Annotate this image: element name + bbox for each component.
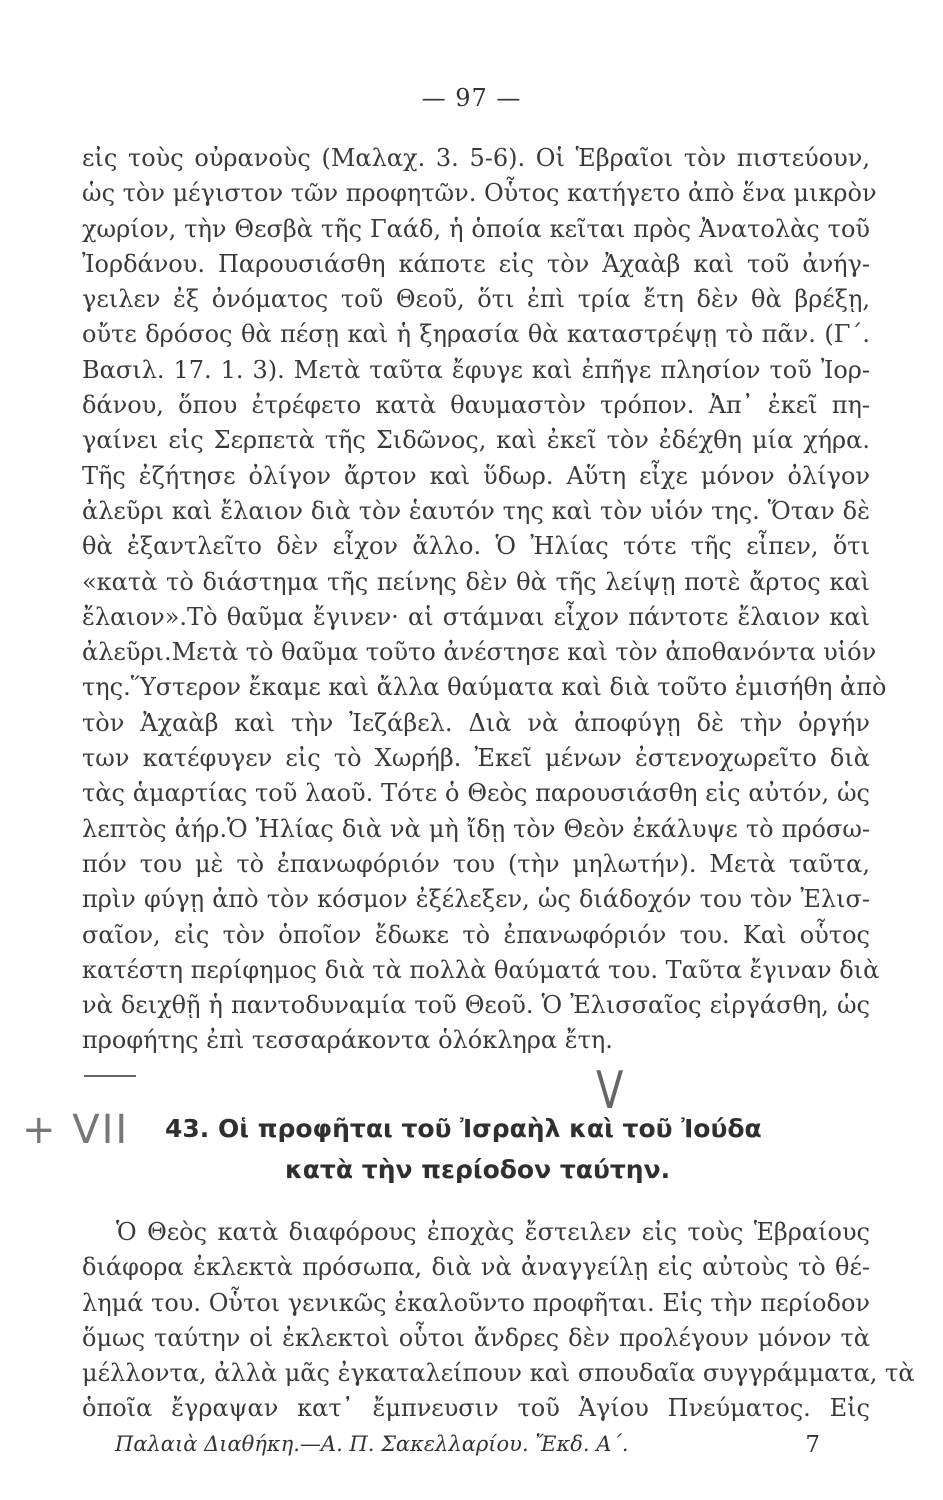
page-footer bbox=[115, 1432, 820, 1456]
text-line: ὅμως ταύτην οἱ ἐκλεκτοὶ οὗτοι ἄνδρες δὲν προλέγουν μόνον τὰ bbox=[82, 1323, 870, 1352]
text-line: των κατέφυγεν εἰς τὸ Χωρήβ. Ἐκεῖ μένων ἐστενοχωρεῖτο διὰ bbox=[82, 744, 870, 773]
section-heading bbox=[165, 1108, 865, 1190]
text-line: ἔλαιον».Τὸ θαῦμα ἔγινεν· αἱ στάμναι εἶχον πάντοτε ἔλαιον καὶ bbox=[82, 602, 870, 631]
text-line: θὰ ἐξαντλεῖτο δὲν εἶχον ἄλλο. Ὁ Ἠλίας τότε τῆς εἶπεν, ὅτι bbox=[82, 532, 870, 561]
section-heading-line: κατὰ τὴν περίοδον ταύτην. bbox=[285, 1155, 671, 1184]
section-body-text bbox=[82, 1215, 915, 1427]
text-line: οὔτε δρόσος θὰ πέσῃ καὶ ἡ ξηρασία θὰ καταστρέψῃ τὸ πᾶν. (Γ΄. bbox=[82, 320, 870, 349]
text-line: λημά του. Οὗτοι γενικῶς ἐκαλοῦντο προφῆται. Εἰς τὴν περίοδον bbox=[82, 1288, 870, 1317]
signature-mark: 7 bbox=[805, 1432, 820, 1458]
short-rule-divider bbox=[84, 1075, 136, 1077]
text-line: προφήτης ἐπὶ τεσσαράκοντα ὁλόκληρα ἔτη. bbox=[82, 1026, 613, 1055]
text-line: λεπτὸς ἀήρ.Ὁ Ἠλίας διὰ νὰ μὴ ἴδῃ τὸν Θεὸν ἐκάλυψε τὸ πρόσω- bbox=[82, 814, 870, 843]
text-line: μέλλοντα, ἀλλὰ μᾶς ἐγκαταλείπουν καὶ σπουδαῖα συγγράμματα, τὰ bbox=[82, 1359, 915, 1388]
text-line: διάφορα ἐκλεκτὰ πρόσωπα, διὰ νὰ ἀναγγείλῃ εἰς αὐτοὺς τὸ θέ- bbox=[82, 1253, 870, 1282]
text-line: σαῖον, εἰς τὸν ὁποῖον ἔδωκε τὸ ἐπανωφόριόν του. Καὶ οὗτος bbox=[82, 920, 870, 949]
text-line: πρὶν φύγῃ ἀπὸ τὸν κόσμον ἐξέλεξεν, ὡς διάδοχόν του τὸν Ἐλισ- bbox=[82, 885, 870, 914]
text-line: Ὁ Θεὸς κατὰ διαφόρους ἐποχὰς ἔστειλεν εἰς τοὺς Ἑβραίους bbox=[116, 1218, 870, 1246]
text-line: δάνου, ὅπου ἐτρέφετο κατὰ θαυμαστὸν τρόπον. Ἀπ᾽ ἐκεῖ πη- bbox=[82, 391, 870, 420]
text-line: Βασιλ. 17. 1. 3). Μετὰ ταῦτα ἔφυγε καὶ ἐπῆγε πλησίον τοῦ Ἰορ- bbox=[82, 355, 870, 384]
section-heading-line: 43. Οἱ προφῆται τοῦ Ἰσραὴλ καὶ τοῦ Ἰούδα bbox=[165, 1114, 762, 1143]
text-line: ἀλεῦρι.Μετὰ τὸ θαῦμα τοῦτο ἀνέστησε καὶ τὸν ἀποθανόντα υἱόν bbox=[82, 638, 877, 667]
handwritten-margin-note: + VII bbox=[22, 1107, 130, 1153]
body-text bbox=[82, 141, 887, 1059]
text-line: νὰ δειχθῇ ἡ παντοδυναμία τοῦ Θεοῦ. Ὁ Ἐλισσαῖος εἰργάσθη, ὡς bbox=[82, 991, 870, 1020]
text-line: ὁποῖα ἔγραψαν κατ᾽ ἔμπνευσιν τοῦ Ἁγίου Πνεύματος. Εἰς bbox=[82, 1394, 870, 1423]
footer-citation: Παλαιὰ Διαθήκη.—Α. Π. Σακελλαρίου. Ἔκδ. Α΄. bbox=[115, 1432, 629, 1456]
text-line: Τῆς ἐζήτησε ὀλίγον ἄρτον καὶ ὕδωρ. Αὕτη εἶχε μόνον ὀλίγον bbox=[82, 461, 870, 490]
text-line: τὰς ἁμαρτίας τοῦ λαοῦ. Τότε ὁ Θεὸς παρουσιάσθη εἰς αὐτόν, ὡς bbox=[82, 779, 870, 808]
text-line: της.Ὕστερον ἔκαμε καὶ ἄλλα θαύματα καὶ διὰ τοῦτο ἐμισήθη ἀπὸ bbox=[82, 673, 887, 702]
text-line: ὡς τὸν μέγιστον τῶν προφητῶν. Οὗτος κατήγετο ἀπὸ ἕνα μικρὸν bbox=[82, 179, 877, 208]
text-line: Ἰορδάνου. Παρουσιάσθη κάποτε εἰς τὸν Ἀχαὰβ καὶ τοῦ ἀνήγ- bbox=[82, 249, 870, 278]
text-line: χωρίον, τὴν Θεσβὰ τῆς Γαάδ, ἡ ὁποία κεῖται πρὸς Ἀνατολὰς τοῦ bbox=[82, 214, 870, 243]
handwritten-margin-mark: V bbox=[596, 1061, 624, 1121]
page-number: — 97 — bbox=[421, 84, 522, 112]
text-line: κατέστη περίφημος διὰ τὰ πολλὰ θαύματά του. Ταῦτα ἔγιναν διὰ bbox=[82, 955, 880, 984]
text-line: γειλεν ἐξ ὀνόματος τοῦ Θεοῦ, ὅτι ἐπὶ τρία ἔτη δὲν θὰ βρέξῃ, bbox=[82, 285, 870, 314]
text-line: γαίνει εἰς Σερπετὰ τῆς Σιδῶνος, καὶ ἐκεῖ τὸν ἐδέχθη μία χήρα. bbox=[82, 426, 870, 455]
text-line: ἀλεῦρι καὶ ἔλαιον διὰ τὸν ἑαυτόν της καὶ τὸν υἱόν της. Ὅταν δὲ bbox=[82, 496, 870, 525]
text-line: πόν του μὲ τὸ ἐπανωφόριόν του (τὴν μηλωτήν). Μετὰ ταῦτα, bbox=[82, 849, 870, 878]
text-line: «κατὰ τὸ διάστημα τῆς πείνης δὲν θὰ τῆς λείψῃ ποτὲ ἄρτος καὶ bbox=[82, 567, 870, 596]
text-line: εἰς τοὺς οὐρανοὺς (Μαλαχ. 3. 5-6). Οἱ Ἑβραῖοι τὸν πιστεύουν, bbox=[82, 144, 870, 172]
text-line: τὸν Ἀχαὰβ καὶ τὴν Ἰεζάβελ. Διὰ νὰ ἀποφύγῃ δὲ τὴν ὀργήν bbox=[82, 708, 870, 737]
